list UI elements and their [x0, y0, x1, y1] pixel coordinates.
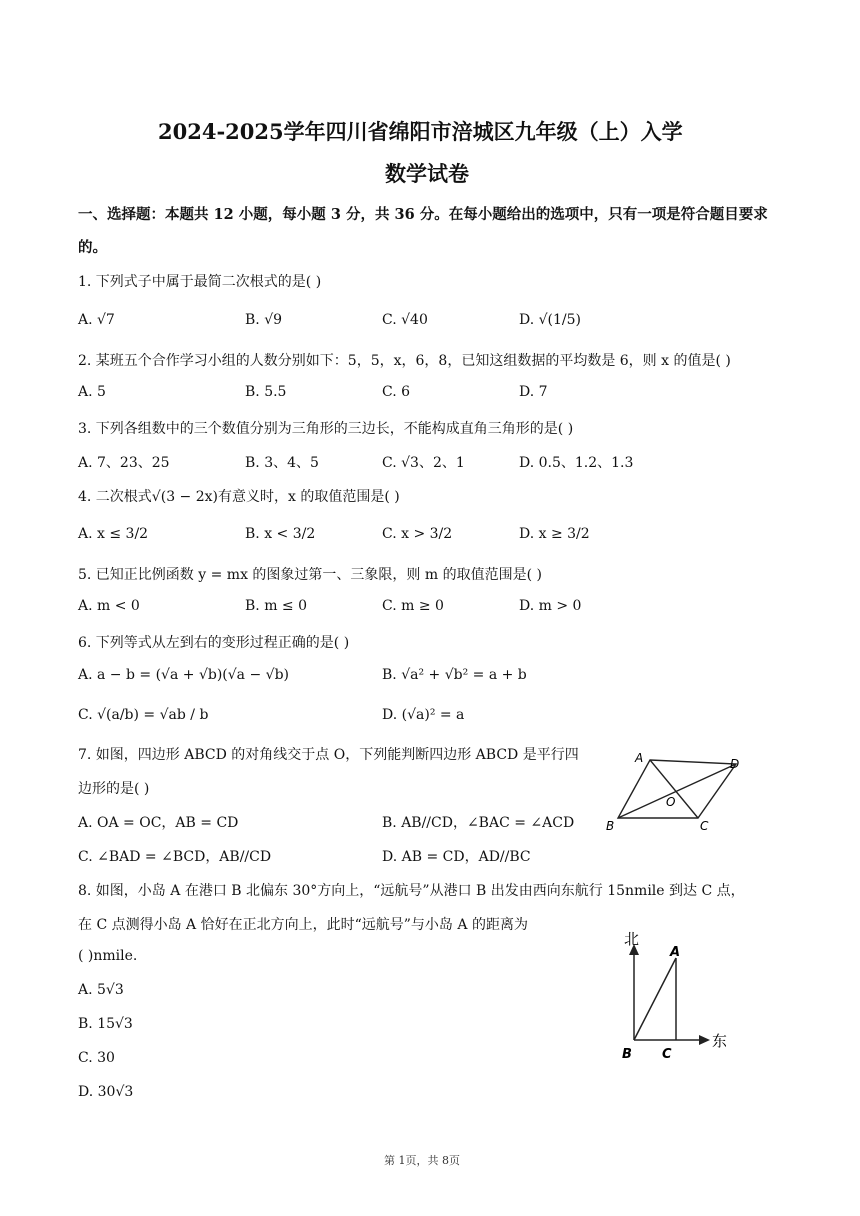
question-6-option-d: D. (√a)² = a: [382, 707, 465, 723]
question-3-option-b: B. 3、4、5: [245, 455, 319, 471]
page-title-line2: 数学试卷: [385, 161, 469, 186]
question-8-stem-line2: 在 C 点测得小岛 A 恰好在正北方向上，此时“远航号”与小岛 A 的距离为: [78, 917, 528, 933]
label-c: C: [700, 819, 709, 833]
question-6-option-a: A. a − b = (√a + √b)(√a − √b): [78, 667, 289, 683]
label-b: B: [606, 819, 615, 833]
question-2-option-a: A. 5: [78, 384, 106, 400]
question-4-stem: 4. 二次根式√(3 − 2x)有意义时，x 的取值范围是( ): [78, 489, 400, 505]
diagonal-ac: [650, 760, 698, 818]
label-a: A: [670, 945, 681, 960]
question-4-option-d: D. x ≥ 3/2: [519, 526, 590, 542]
segment-ba: [634, 958, 676, 1040]
question-4-option-b: B. x < 3/2: [245, 526, 316, 542]
label-east: 东: [712, 1032, 728, 1050]
question-3-option-d: D. 0.5、1.2、1.3: [519, 455, 634, 471]
question-7-stem-line1: 7. 如图，四边形 ABCD 的对角线交于点 O，下列能判断四边形 ABCD 是平行四: [78, 747, 579, 763]
page-title-line1: 2024-2025学年四川省绵阳市涪城区九年级（上）入学: [158, 119, 683, 144]
label-d: D: [730, 757, 740, 771]
question-5-option-a: A. m < 0: [78, 598, 140, 614]
question-1-option-c: C. √40: [382, 312, 428, 328]
question-6-stem: 6. 下列等式从左到右的变形过程正确的是( ): [78, 635, 350, 651]
question-5-option-c: C. m ≥ 0: [382, 598, 444, 614]
question-7-option-c: C. ∠BAD = ∠BCD，AB//CD: [78, 849, 272, 865]
question-4-option-a: A. x ≤ 3/2: [78, 526, 149, 542]
question-1-option-b: B. √9: [245, 312, 283, 328]
question-2-stem: 2. 某班五个合作学习小组的人数分别如下：5，5，x，6，8，已知这组数据的平均数是 6，则 x 的值是( ): [78, 353, 731, 369]
question-1-option-d: D. √(1/5): [519, 312, 582, 328]
question-8-option-c: C. 30: [78, 1050, 115, 1066]
section-header-line2: 的。: [78, 239, 107, 256]
question-1-option-a: A. √7: [78, 312, 115, 328]
question-5-stem: 5. 已知正比例函数 y = mx 的图象过第一、三象限，则 m 的取值范围是( ): [78, 567, 542, 583]
label-north: 北: [624, 930, 640, 948]
east-arrowhead: [699, 1035, 710, 1045]
label-b: B: [622, 1047, 632, 1062]
question-2-option-d: D. 7: [519, 384, 548, 400]
figure-7-parallelogram: [598, 748, 748, 838]
question-5-option-b: B. m ≤ 0: [245, 598, 308, 614]
question-2-option-c: C. 6: [382, 384, 411, 400]
label-c: C: [662, 1047, 672, 1062]
question-3-option-c: C. √3、2、1: [382, 455, 465, 471]
question-7-stem-line2: 边形的是( ): [78, 781, 150, 797]
question-8-option-d: D. 30√3: [78, 1084, 134, 1100]
question-7-option-a: A. OA = OC，AB = CD: [78, 815, 239, 831]
question-2-option-b: B. 5.5: [245, 384, 287, 400]
question-8-option-a: A. 5√3: [78, 982, 124, 998]
figure-8-navigation: [612, 928, 732, 1064]
question-7-option-d: D. AB = CD，AD//BC: [382, 849, 531, 865]
label-a: A: [635, 751, 644, 765]
question-4-option-c: C. x > 3/2: [382, 526, 453, 542]
page-footer: 第 1页，共 8页: [384, 1154, 460, 1167]
diagonal-bd: [618, 764, 736, 818]
question-3-option-a: A. 7、23、25: [78, 455, 170, 471]
label-o: O: [666, 795, 676, 809]
question-6-option-b: B. √a² + √b² = a + b: [382, 667, 527, 683]
question-6-option-c: C. √(a/b) = √ab / b: [78, 707, 209, 723]
question-8-option-b: B. 15√3: [78, 1016, 133, 1032]
question-5-option-d: D. m > 0: [519, 598, 582, 614]
question-1-stem: 1. 下列式子中属于最简二次根式的是( ): [78, 274, 322, 290]
question-8-stem-line1: 8. 如图，小岛 A 在港口 B 北偏东 30°方向上，“远航号”从港口 B 出发由西向东航行 15nmile 到达 C 点，: [78, 883, 745, 899]
section-header-line1: 一、选择题：本题共 12 小题，每小题 3 分，共 36 分。在每小题给出的选项中，只有一项是符合题目要求: [78, 206, 768, 223]
question-7-option-b: B. AB//CD，∠BAC = ∠ACD: [382, 815, 575, 831]
question-8-stem-line3: ( )nmile.: [78, 948, 138, 964]
question-3-stem: 3. 下列各组数中的三个数值分别为三角形的三边长，不能构成直角三角形的是( ): [78, 421, 574, 437]
